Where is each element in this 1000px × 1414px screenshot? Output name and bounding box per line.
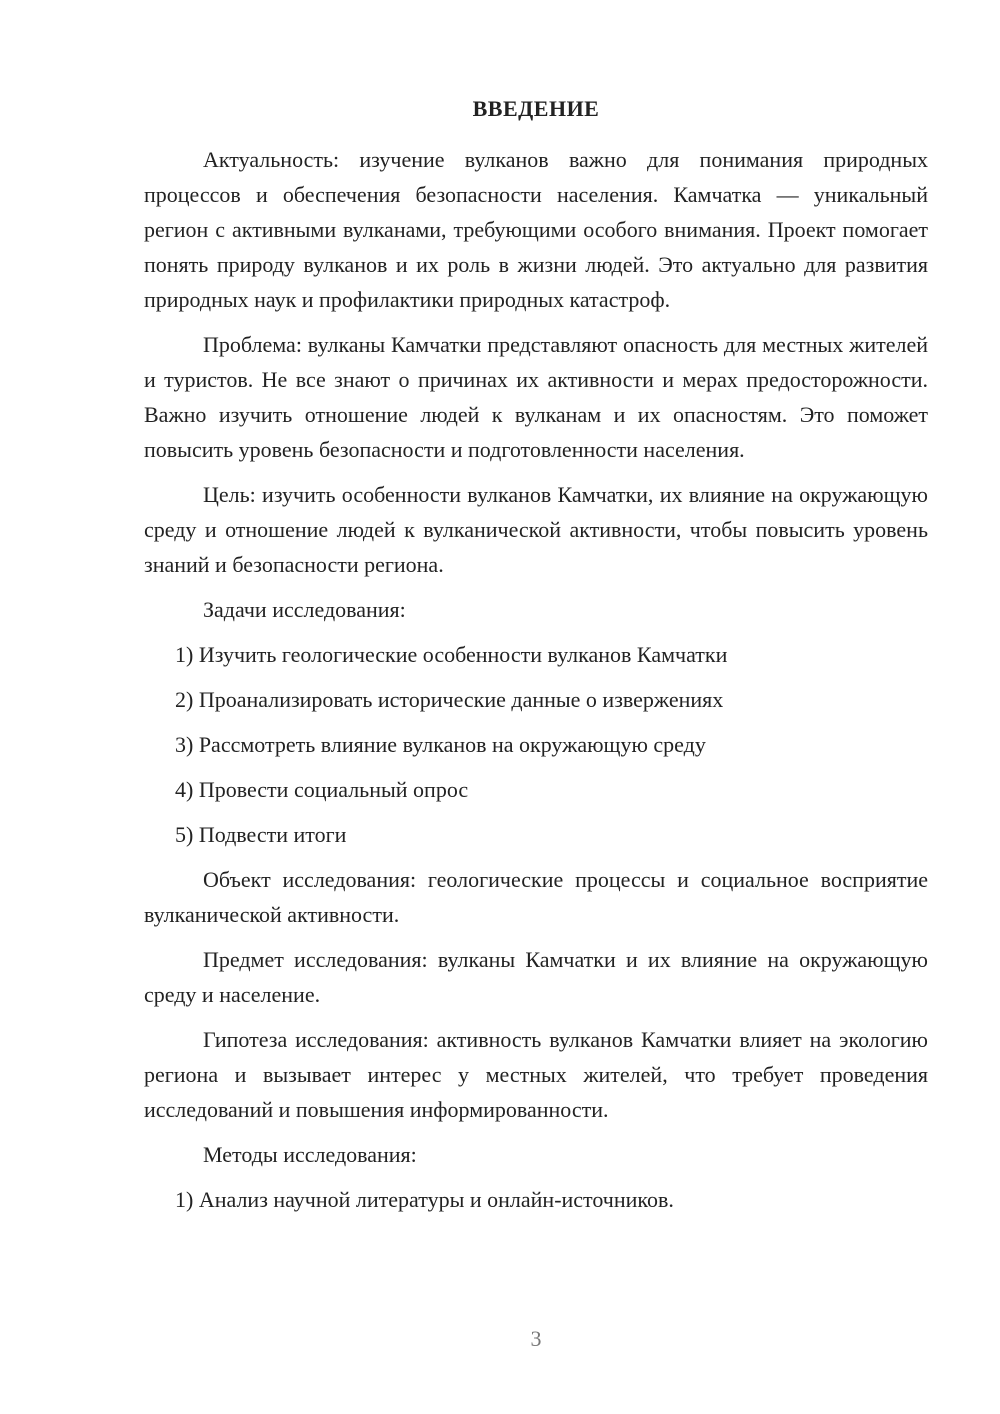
methods-heading: Методы исследования: bbox=[203, 1142, 417, 1167]
hypothesis-paragraph: Гипотеза исследования: активность вулканов Камчатки влияет на экологию региона и вызывает интерес у местных жителей, что требует проведения исследований и повышения информированности. bbox=[144, 1027, 928, 1122]
tasks-list bbox=[144, 637, 928, 852]
subject-paragraph: Предмет исследования: вулканы Камчатки и их влияние на окружающую среду и население. bbox=[144, 947, 928, 1007]
page-title: ВВЕДЕНИЕ bbox=[472, 96, 600, 121]
list-item: 1) Изучить геологические особенности вулканов Камчатки bbox=[175, 642, 728, 667]
page-number: 3 bbox=[530, 1326, 542, 1351]
object-paragraph: Объект исследования: геологические процессы и социальное восприятие вулканической активности. bbox=[144, 867, 928, 927]
problem-paragraph: Проблема: вулканы Камчатки представляют опасность для местных жителей и туристов. Не все знают о причинах их активности и мерах предосторожности. Важно изучить отношение людей к вулканам и их опасностям. Это поможет повысить уровень безопасности и подготовленности населения. bbox=[144, 332, 928, 462]
tasks-heading: Задачи исследования: bbox=[203, 597, 406, 622]
goal-paragraph: Цель: изучить особенности вулканов Камчатки, их влияние на окружающую среду и отношение людей к вулканической активности, чтобы повысить уровень знаний и безопасности региона. bbox=[144, 482, 928, 577]
document-body bbox=[144, 142, 928, 1227]
list-item: 4) Провести социальный опрос bbox=[175, 777, 469, 802]
methods-list bbox=[144, 1182, 928, 1217]
list-item: 1) Анализ научной литературы и онлайн-источников. bbox=[175, 1187, 674, 1212]
list-item: 2) Проанализировать исторические данные о извержениях bbox=[175, 687, 724, 712]
relevance-paragraph: Актуальность: изучение вулканов важно для понимания природных процессов и обеспечения безопасности населения. Камчатка — уникальный регион с активными вулканами, требующими особого внимания. Проект помогает понять природу вулканов и их роль в жизни людей. Это актуально для развития природных наук и профилактики природных катастроф. bbox=[144, 147, 928, 312]
list-item: 5) Подвести итоги bbox=[175, 822, 347, 847]
list-item: 3) Рассмотреть влияние вулканов на окружающую среду bbox=[175, 732, 706, 757]
